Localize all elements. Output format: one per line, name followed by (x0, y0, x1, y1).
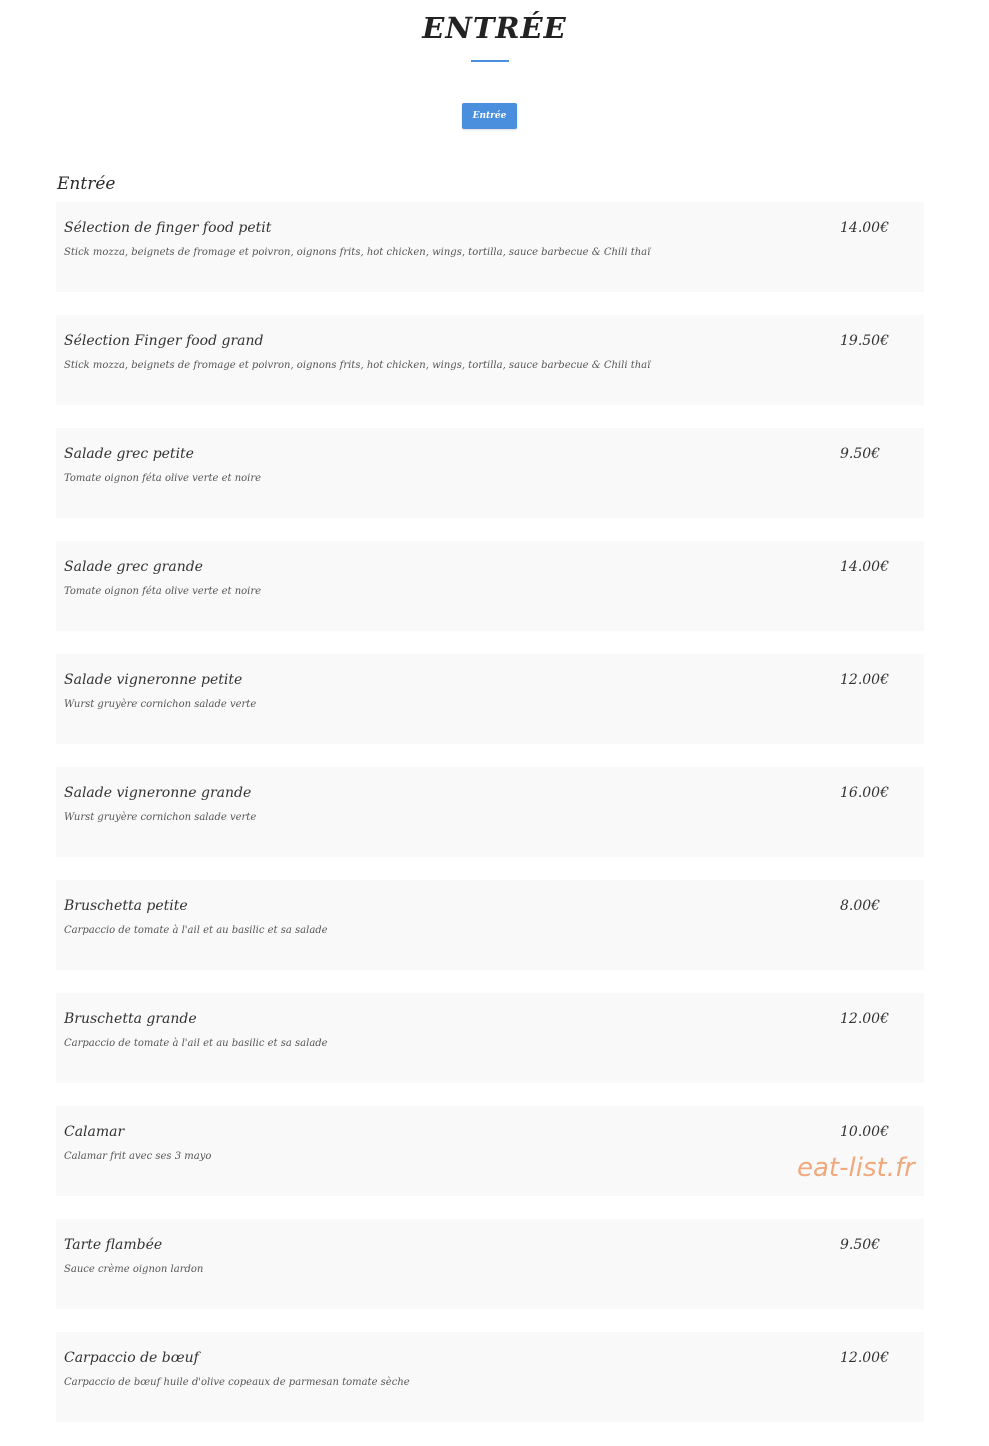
item-description: Tomate oignon féta olive verte et noire (64, 473, 262, 484)
item-description: Sauce crème oignon lardon (64, 1264, 204, 1275)
item-name: Salade grec grande (64, 559, 203, 575)
item-name: Calamar (64, 1124, 125, 1140)
menu-item (56, 993, 924, 1083)
item-description: Stick mozza, beignets de fromage et poivron, oignons frits, hot chicken, wings, tortilla, sauce barbecue & Chili thaï (64, 247, 651, 258)
item-name: Sélection Finger food grand (64, 333, 264, 349)
item-description: Wurst gruyère cornichon salade verte (64, 812, 257, 823)
item-name: Salade vigneronne petite (64, 672, 243, 688)
menu-item (56, 1106, 924, 1196)
menu-item (56, 1219, 924, 1309)
item-price: 8.00€ (840, 898, 881, 914)
item-name: Bruschetta petite (64, 898, 188, 914)
item-price: 12.00€ (840, 1011, 889, 1027)
title-underline (471, 60, 509, 62)
menu-item (56, 428, 924, 518)
item-price: 9.50€ (840, 1237, 881, 1253)
menu-item (56, 315, 924, 405)
filter-tab-entree[interactable]: Entrée (462, 103, 517, 129)
menu-item (56, 541, 924, 631)
page-title: ENTRÉE (422, 11, 567, 45)
item-description: Carpaccio de tomate à l'ail et au basilic et sa salade (64, 925, 328, 936)
item-price: 14.00€ (840, 220, 889, 236)
item-description: Stick mozza, beignets de fromage et poivron, oignons frits, hot chicken, wings, tortilla, sauce barbecue & Chili thaï (64, 360, 651, 371)
item-price: 10.00€ (840, 1124, 889, 1140)
menu-item (56, 654, 924, 744)
menu-item (56, 1332, 924, 1422)
menu-item (56, 202, 924, 292)
item-price: 16.00€ (840, 785, 889, 801)
menu-item (56, 880, 924, 970)
item-description: Wurst gruyère cornichon salade verte (64, 699, 257, 710)
item-name: Sélection de finger food petit (64, 220, 272, 236)
item-description: Carpaccio de tomate à l'ail et au basilic et sa salade (64, 1038, 328, 1049)
section-heading: Entrée (57, 174, 116, 194)
item-name: Salade grec petite (64, 446, 194, 462)
item-price: 19.50€ (840, 333, 889, 349)
item-price: 14.00€ (840, 559, 889, 575)
watermark: eat-list.fr (797, 1153, 915, 1183)
item-name: Carpaccio de bœuf (64, 1350, 199, 1366)
item-price: 9.50€ (840, 446, 881, 462)
item-description: Carpaccio de bœuf huile d'olive copeaux de parmesan tomate sèche (64, 1377, 410, 1388)
menu-item (56, 767, 924, 857)
item-description: Tomate oignon féta olive verte et noire (64, 586, 262, 597)
item-name: Tarte flambée (64, 1237, 163, 1253)
item-price: 12.00€ (840, 672, 889, 688)
menu-list (56, 202, 924, 1445)
item-name: Bruschetta grande (64, 1011, 197, 1027)
item-name: Salade vigneronne grande (64, 785, 252, 801)
item-description: Calamar frit avec ses 3 mayo (64, 1151, 212, 1162)
item-price: 12.00€ (840, 1350, 889, 1366)
